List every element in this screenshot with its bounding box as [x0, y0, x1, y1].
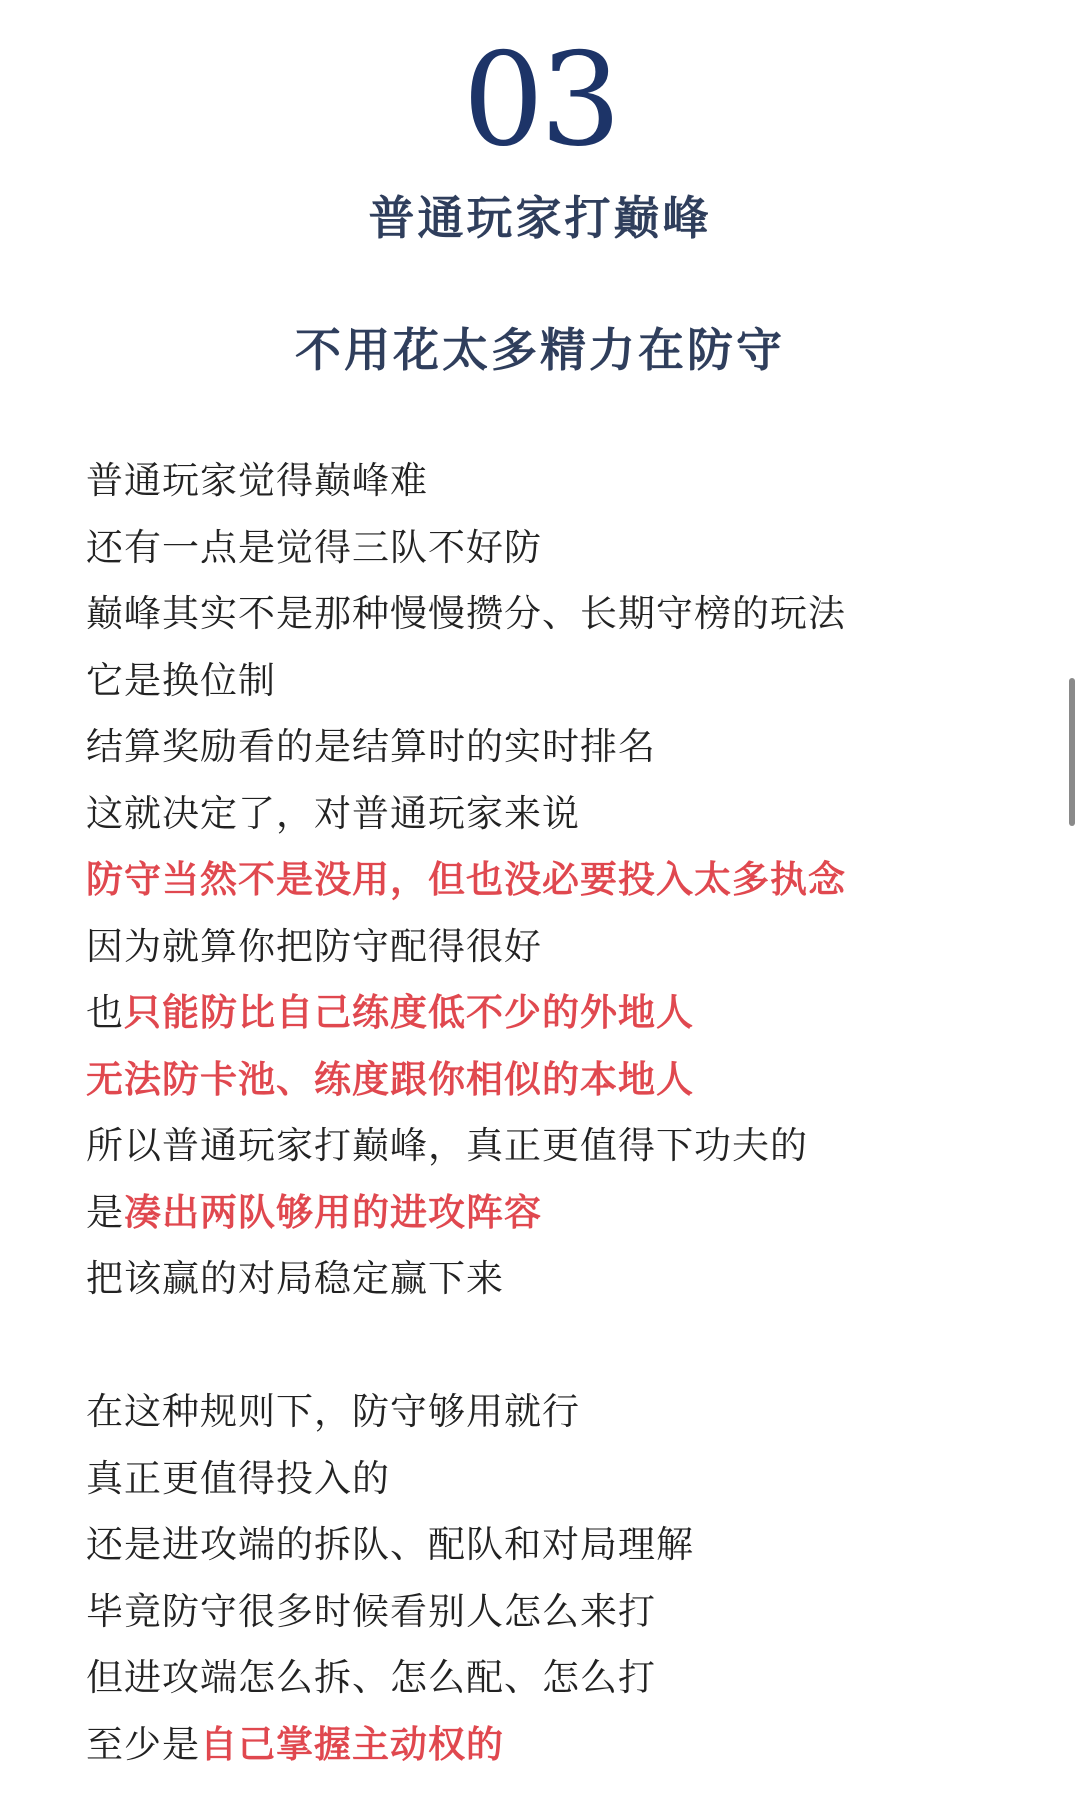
body-text-segment: 巅峰其实不是那种慢慢攒分、长期守榜的玩法	[86, 592, 846, 635]
body-text-segment: 是	[86, 1190, 124, 1234]
text-line	[86, 1113, 1026, 1180]
body-text-segment: 毕竟防守很多时候看别人怎么来打	[86, 1589, 656, 1633]
text-line	[86, 1246, 1026, 1313]
highlighted-text: 无法防卡池、练度跟你相似的本地人	[86, 1057, 694, 1101]
highlighted-text: 只能防比自己练度低不少的外地人	[124, 991, 694, 1034]
body-text-segment: 这就决定了，对普通玩家来说	[86, 791, 580, 835]
text-line	[86, 1180, 1026, 1247]
text-line	[86, 914, 1026, 981]
body-text-segment: 还有一点是觉得三队不好防	[86, 525, 542, 569]
text-line	[86, 1047, 1026, 1114]
section-title: 普通玩家打巅峰	[368, 191, 712, 245]
paragraph-spacer	[86, 1313, 1026, 1380]
scrollbar-thumb[interactable]	[1069, 678, 1075, 826]
text-line	[86, 781, 1026, 848]
body-text-segment: 还是进攻端的拆队、配队和对局理解	[86, 1523, 694, 1566]
highlighted-text: 防守当然不是没用，但也没必要投入太多执念	[86, 858, 846, 901]
section-subtitle: 不用花太多精力在防守	[295, 323, 785, 377]
text-line	[86, 581, 1026, 648]
text-line	[86, 648, 1026, 715]
body-text-segment: 因为就算你把防守配得很好	[86, 924, 542, 968]
body-text-segment: 至少是	[86, 1722, 200, 1766]
text-line	[86, 1379, 1026, 1446]
text-line	[86, 1712, 1026, 1779]
highlighted-text: 自己掌握主动权的	[200, 1722, 504, 1766]
text-line	[86, 1512, 1026, 1579]
text-line	[86, 980, 1026, 1047]
body-text-segment: 所以普通玩家打巅峰，真正更值得下功夫的	[86, 1124, 808, 1167]
text-line	[86, 1645, 1026, 1712]
body-text-segment: 但进攻端怎么拆、怎么配、怎么打	[86, 1656, 656, 1699]
section-number: 03	[462, 26, 618, 175]
body-text-segment: 它是换位制	[86, 658, 276, 702]
body-text-segment: 真正更值得投入的	[86, 1456, 390, 1500]
text-line	[86, 515, 1026, 582]
text-line	[86, 714, 1026, 781]
body-text-segment: 普通玩家觉得巅峰难	[86, 459, 428, 502]
text-line	[86, 448, 1026, 515]
highlighted-text: 凑出两队够用的进攻阵容	[124, 1190, 542, 1234]
article-body	[86, 448, 1026, 1778]
body-text-segment: 也	[86, 991, 124, 1034]
text-line	[86, 1446, 1026, 1513]
body-text-segment: 结算奖励看的是结算时的实时排名	[86, 725, 656, 768]
text-line	[86, 1579, 1026, 1646]
body-text-segment: 在这种规则下，防守够用就行	[86, 1390, 580, 1433]
text-line	[86, 847, 1026, 914]
body-text-segment: 把该赢的对局稳定赢下来	[86, 1257, 504, 1300]
